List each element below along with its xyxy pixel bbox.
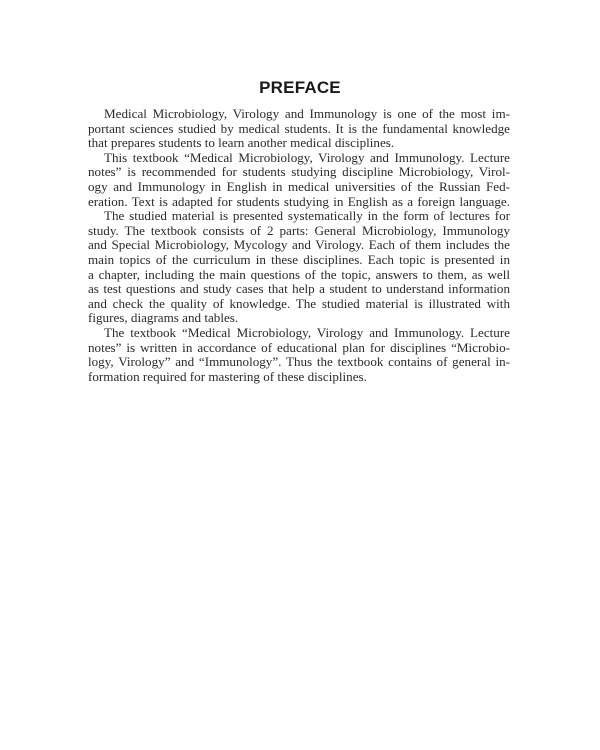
paragraph-3 [88, 208, 510, 326]
preface-body [88, 106, 510, 384]
text-line: notes” is written in accordance of educational plan for disciplines “Microbio- [88, 339, 510, 355]
text-line: ogy and Immunology in English in medical universities of the Russian Fed- [88, 178, 510, 194]
text-line: portant sciences studied by medical students. It is the fundamental knowledge [88, 120, 510, 136]
text-line: The textbook “Medical Microbiology, Virology and Immunology. Lecture [104, 324, 510, 340]
paragraph-4 [88, 324, 510, 384]
text-line: study. The textbook consists of 2 parts: General Microbiology, Immunology [88, 222, 510, 238]
text-line: This textbook “Medical Microbiology, Virology and Immunology. Lecture [104, 149, 510, 165]
text-line: that prepares students to learn another medical disciplines. [88, 135, 395, 151]
text-line: and check the quality of knowledge. The studied material is illustrated with [88, 295, 510, 311]
text-line: as test questions and study cases that help a student to understand information [88, 281, 510, 297]
text-line: a chapter, including the main questions of the topic, answers to them, as well [88, 266, 510, 282]
text-line: main topics of the curriculum in these disciplines. Each topic is presented in [88, 251, 510, 267]
text-line: notes” is recommended for students studying discipline Microbiology, Virol- [88, 164, 510, 180]
text-line: formation required for mastering of these disciplines. [88, 368, 367, 384]
text-line: Medical Microbiology, Virology and Immunology is one of the most im- [104, 106, 510, 121]
text-line: eration. Text is adapted for students studying in English as a foreign language. [88, 193, 510, 209]
paragraph-1 [88, 106, 510, 151]
text-line: The studied material is presented systematically in the form of lectures for [104, 208, 510, 224]
text-line: logy, Virology” and “Immunology”. Thus the textbook contains of general in- [88, 354, 510, 370]
page-title: PREFACE [259, 78, 341, 97]
paragraph-2 [88, 149, 510, 209]
text-line: figures, diagrams and tables. [88, 310, 239, 326]
text-line: and Special Microbiology, Mycology and Virology. Each of them includes the [88, 237, 510, 253]
